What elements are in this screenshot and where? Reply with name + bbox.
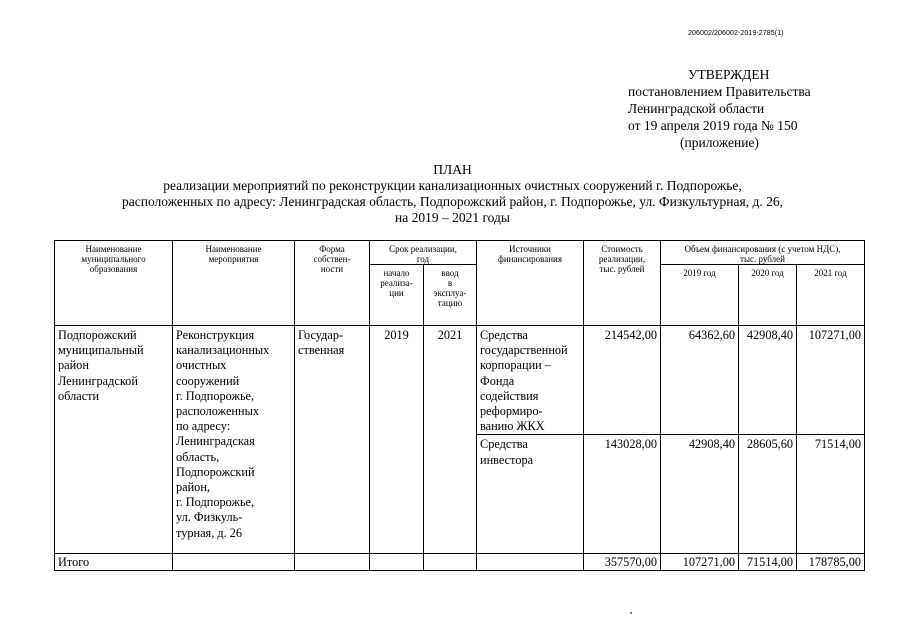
source-investor-cost: 143028,00	[604, 437, 657, 452]
header-year-2020: 2020 год	[739, 265, 797, 326]
text-line: инвестора	[480, 452, 534, 467]
text-line: реализа-	[380, 278, 413, 288]
text-line: Государ-	[298, 328, 344, 342]
text-line: реформиро-	[480, 404, 543, 419]
text-line: расположенных	[176, 404, 259, 419]
text-line: Наименование	[205, 244, 262, 254]
text-line: образования	[89, 264, 138, 274]
text-line: ул. Физкуль-	[176, 510, 243, 525]
text-line: мероприятия	[208, 254, 259, 264]
text-line: очистных	[176, 358, 227, 373]
text-line: ванию ЖКХ	[480, 419, 545, 434]
header-activity	[173, 241, 295, 326]
header-cost	[584, 241, 661, 326]
source-investor-2019: 42908,40	[688, 437, 735, 452]
ownership-cell	[295, 326, 369, 358]
approval-line: Ленинградской области	[628, 101, 765, 116]
start-year-cell: 2019	[384, 328, 409, 342]
text-line: собствен-	[313, 254, 351, 264]
approval-line: УТВЕРЖДЕН	[688, 67, 770, 82]
text-line: реализации,	[598, 254, 646, 264]
header-sources	[477, 241, 584, 326]
text-line: Источники	[509, 244, 551, 254]
text-line: Наименование	[85, 244, 142, 254]
text-line: тыс. рублей	[599, 264, 645, 274]
text-line: Средства	[480, 328, 528, 342]
text-line: государственной	[480, 343, 568, 358]
activity-cell	[173, 326, 294, 541]
text-line: год	[416, 254, 430, 264]
source-investor-cell	[477, 435, 583, 467]
text-line: Форма	[319, 244, 345, 254]
title-line: на 2019 – 2021 годы	[395, 210, 510, 225]
total-2019: 107271,00	[682, 555, 735, 570]
text-line: тыс. рублей	[740, 254, 785, 264]
text-line: сооружений	[176, 373, 240, 388]
source-investor-2020: 28605,60	[746, 437, 793, 452]
text-line: по адресу:	[176, 419, 231, 434]
title-line: расположенных по адресу: Ленинградская область, Подпорожский район, г. Подпорожье, ул. Физкультурная, д. 26,	[122, 194, 783, 209]
text-line: корпорации –	[480, 358, 551, 373]
source-fund-cell	[477, 326, 583, 434]
source-fund-2020: 42908,40	[746, 328, 793, 342]
header-municipality	[55, 241, 173, 326]
total-2020: 71514,00	[746, 555, 793, 570]
municipality-cell	[55, 326, 172, 404]
document-title	[0, 162, 905, 226]
header-ownership	[295, 241, 370, 326]
source-fund-2019: 64362,60	[688, 328, 735, 342]
title-line: реализации мероприятий по реконструкции канализационных очистных сооружений г. Подпорожье,	[163, 178, 742, 193]
scan-speck	[630, 612, 632, 614]
text-line: Фонда	[480, 373, 515, 388]
text-line: ции	[389, 288, 404, 298]
source-fund-2021: 107271,00	[808, 328, 861, 342]
header-financing	[661, 241, 865, 265]
text-line: эксплуа-	[433, 288, 467, 298]
header-period-end	[424, 265, 477, 326]
text-line: ности	[320, 264, 344, 274]
text-line: канализационных	[176, 343, 270, 358]
text-line: тацию	[437, 298, 463, 308]
text-line: Реконструкция	[176, 328, 255, 342]
text-line: область,	[176, 449, 220, 464]
text-line: финансирования	[498, 254, 562, 264]
text-line: Объем финансирования (с учетом НДС),	[684, 244, 841, 254]
text-line: Подпорожский	[58, 328, 137, 342]
text-line: ввод	[441, 268, 459, 278]
text-line: Средства	[480, 437, 528, 452]
approval-block	[628, 66, 833, 151]
text-line: муниципального	[81, 254, 146, 264]
plan-table	[54, 240, 865, 571]
text-line: г. Подпорожье,	[176, 388, 255, 403]
text-line: муниципальный	[58, 343, 144, 358]
approval-line: от 19 апреля 2019 года № 150	[628, 118, 798, 133]
text-line: в	[447, 278, 453, 288]
text-line: Стоимость	[601, 244, 643, 254]
source-fund-cost: 214542,00	[604, 328, 657, 342]
end-year-cell: 2021	[437, 328, 463, 342]
text-line: район,	[176, 480, 210, 495]
text-line: ственная	[298, 343, 345, 358]
text-line: Ленинградской	[58, 373, 138, 388]
approval-line: постановлением Правительства	[628, 84, 811, 99]
text-line: турная, д. 26	[176, 525, 243, 540]
text-line: Ленинградская	[176, 434, 255, 449]
title-heading: ПЛАН	[433, 162, 472, 177]
header-year-2021: 2021 год	[797, 265, 865, 326]
header-year-2019: 2019 год	[661, 265, 739, 326]
text-line: начало	[383, 268, 410, 278]
text-line: г. Подпорожье,	[176, 495, 255, 510]
source-investor-2021: 71514,00	[814, 437, 861, 452]
total-2021: 178785,00	[808, 555, 861, 570]
text-line: Подпорожский	[176, 464, 255, 479]
header-period	[370, 241, 477, 265]
text-line: район	[58, 358, 89, 373]
approval-line: (приложение)	[680, 135, 759, 150]
header-period-start	[370, 265, 424, 326]
text-line: содействия	[480, 388, 539, 403]
text-line: области	[58, 388, 100, 403]
total-cost: 357570,00	[604, 555, 657, 570]
text-line: Срок реализации,	[389, 244, 457, 254]
total-label: Итого	[58, 555, 90, 570]
document-id: 206002/206002-2019-2785(1)	[688, 30, 784, 37]
